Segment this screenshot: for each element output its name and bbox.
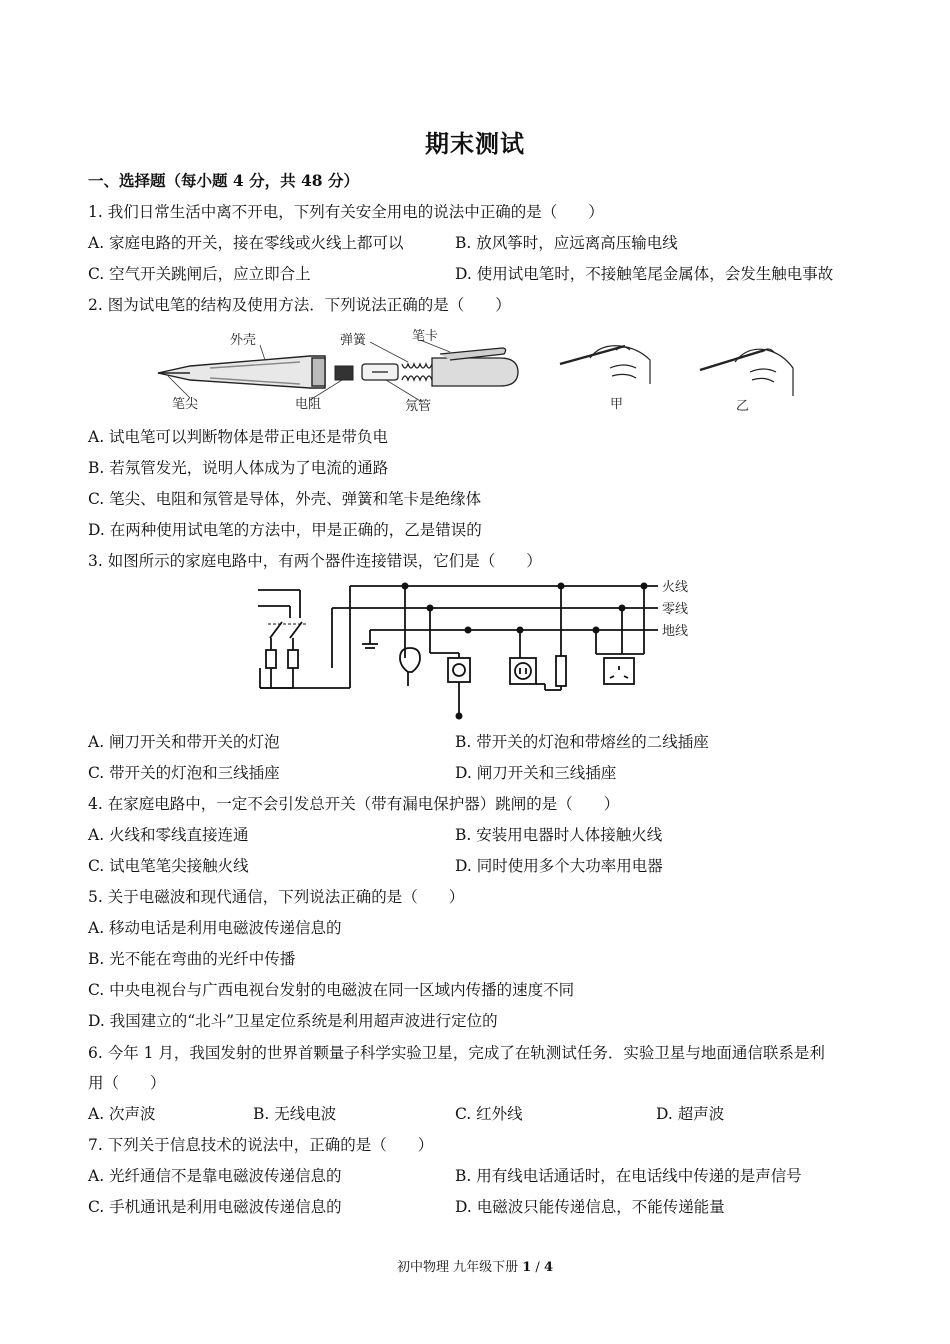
footer-page-total: 4 <box>543 1260 553 1275</box>
label-spring: 弹簧 <box>340 333 367 348</box>
question-7-option-d: D. 电磁波只能传递信息，不能传递能量 <box>455 1198 725 1216</box>
question-7-stem: 7. 下列关于信息技术的说法中，正确的是（ ） <box>88 1136 434 1154</box>
footer-separator: / <box>531 1260 544 1275</box>
question-3-option-d: D. 闸刀开关和三线插座 <box>455 764 617 782</box>
label-shell: 外壳 <box>230 333 257 348</box>
resistor-drawing <box>335 366 353 380</box>
label-tip: 笔尖 <box>172 397 199 412</box>
question-6-option-b: B. 无线电波 <box>253 1105 337 1123</box>
question-4-option-a: A. 火线和零线直接连通 <box>88 826 249 844</box>
question-2-stem: 2. 图为试电笔的结构及使用方法．下列说法正确的是（ ） <box>88 296 511 314</box>
label-neon-tube: 氖管 <box>405 399 432 414</box>
question-1-stem: 1. 我们日常生活中离不开电，下列有关安全用电的说法中正确的是（ ） <box>88 203 604 221</box>
question-5-option-b: B. 光不能在弯曲的光纤中传播 <box>88 950 296 968</box>
question-5-option-d: D. 我国建立的“北斗”卫星定位系统是利用超声波进行定位的 <box>88 1012 498 1030</box>
section-heading: 一、选择题（每小题 4 分，共 48 分） <box>88 171 359 190</box>
page-footer <box>0 1256 950 1275</box>
question-3-option-b: B. 带开关的灯泡和带熔丝的二线插座 <box>455 733 709 751</box>
question-3-option-c: C. 带开关的灯泡和三线插座 <box>88 764 280 782</box>
question-7-option-c: C. 手机通讯是利用电磁波传递信息的 <box>88 1198 342 1216</box>
hand-jia-drawing <box>560 346 650 384</box>
question-5-option-c: C. 中央电视台与广西电视台发射的电磁波在同一区域内传播的速度不同 <box>88 981 575 999</box>
question-6-stem-line-2: 用（ ） <box>88 1074 166 1092</box>
label-yi: 乙 <box>736 399 750 414</box>
household-circuit-figure <box>250 578 700 720</box>
question-6-option-d: D. 超声波 <box>656 1105 725 1123</box>
question-2-option-d: D. 在两种使用试电笔的方法中，甲是正确的，乙是错误的 <box>88 521 482 539</box>
question-4-option-b: B. 安装用电器时人体接触火线 <box>455 826 663 844</box>
question-5-stem: 5. 关于电磁波和现代通信，下列说法正确的是（ ） <box>88 888 465 906</box>
question-6-option-a: A. 次声波 <box>88 1105 156 1123</box>
label-ground-wire: 地线 <box>662 624 689 639</box>
question-6-stem-line-1: 6. 今年 1 月，我国发射的世界首颗量子科学实验卫星，完成了在轨测试任务．实验卫星与地面通信联系是利 <box>88 1044 825 1062</box>
question-5-option-a: A. 移动电话是利用电磁波传递信息的 <box>88 919 342 937</box>
pen-shell-drawing <box>158 356 325 388</box>
question-2-option-c: C. 笔尖、电阻和氖管是导体，外壳、弹簧和笔卡是绝缘体 <box>88 490 482 508</box>
question-4-option-c: C. 试电笔笔尖接触火线 <box>88 857 249 875</box>
question-1-option-c: C. 空气开关跳闸后，应立即合上 <box>88 265 311 283</box>
spring-and-cap-drawing <box>402 348 518 386</box>
question-2-option-a: A. 试电笔可以判断物体是带正电还是带负电 <box>88 428 389 446</box>
label-clip: 笔卡 <box>412 329 439 344</box>
question-2-option-b: B. 若氖管发光，说明人体成为了电流的通路 <box>88 459 389 477</box>
label-resistor: 电阻 <box>295 397 322 412</box>
page-title: 期末测试 <box>425 129 525 158</box>
label-jia: 甲 <box>610 397 624 412</box>
question-1-option-b: B. 放风筝时，应远离高压输电线 <box>455 234 678 252</box>
hand-yi-drawing <box>700 349 793 396</box>
label-neutral-wire: 零线 <box>662 602 689 617</box>
question-1-option-a: A. 家庭电路的开关，接在零线或火线上都可以 <box>88 234 404 252</box>
footer-course: 初中物理 九年级下册 <box>396 1260 523 1275</box>
question-4-option-d: D. 同时使用多个大功率用电器 <box>455 857 663 875</box>
neon-tube-drawing <box>362 364 398 380</box>
question-1-option-d: D. 使用试电笔时，不接触笔尾金属体，会发生触电事故 <box>455 265 834 283</box>
label-live-wire: 火线 <box>662 580 689 595</box>
question-7-option-b: B. 用有线电话通话时，在电话线中传递的是声信号 <box>455 1167 802 1185</box>
question-7-option-a: A. 光纤通信不是靠电磁波传递信息的 <box>88 1167 342 1185</box>
footer-page-number: 1 <box>522 1260 532 1275</box>
question-4-stem: 4. 在家庭电路中，一定不会引发总开关（带有漏电保护器）跳闸的是（ ） <box>88 795 620 813</box>
test-pen-figure <box>150 328 810 420</box>
question-3-option-a: A. 闸刀开关和带开关的灯泡 <box>88 733 280 751</box>
question-3-stem: 3. 如图所示的家庭电路中，有两个器件连接错误，它们是（ ） <box>88 552 542 570</box>
question-6-option-c: C. 红外线 <box>455 1105 523 1123</box>
